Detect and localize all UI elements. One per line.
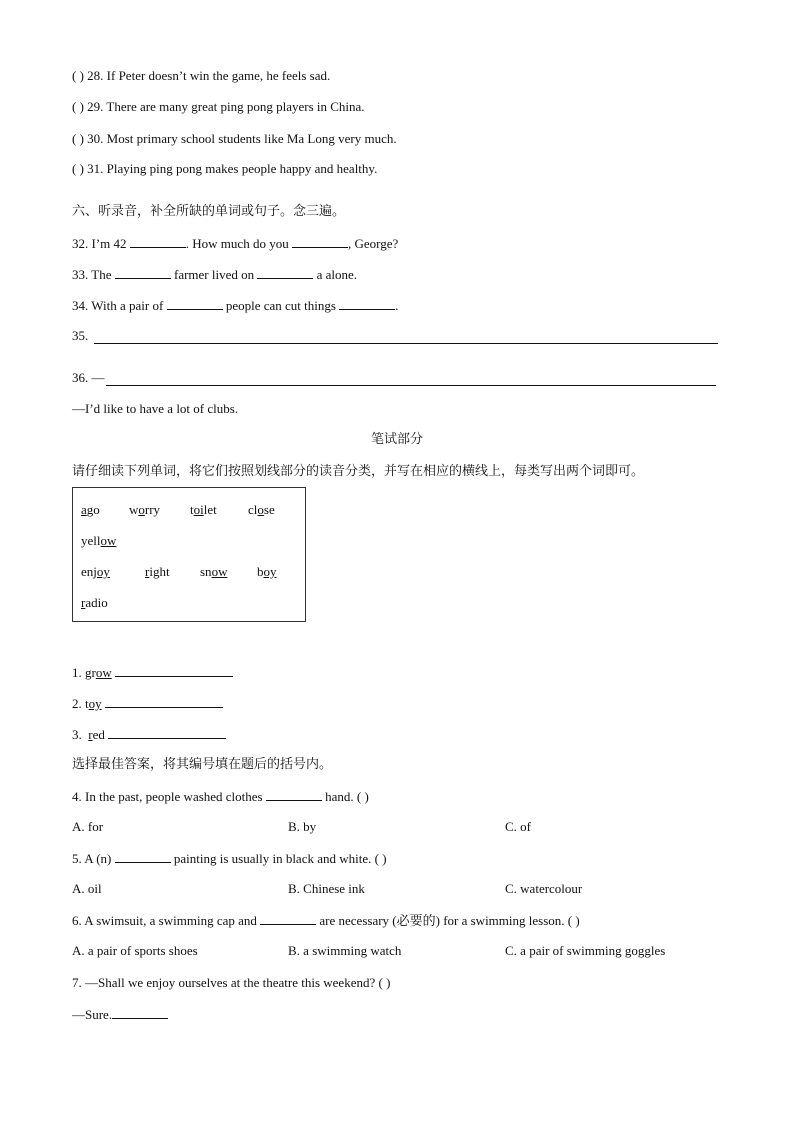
word: enjoy xyxy=(81,564,110,579)
option-b[interactable]: B. a swimming watch xyxy=(288,943,402,958)
option-c[interactable]: C. watercolour xyxy=(505,881,583,896)
answer-blank[interactable] xyxy=(260,912,316,925)
question-36-label: 36. — xyxy=(72,370,105,385)
tf-statement: 31. Playing ping pong makes people happy and healthy. xyxy=(87,161,378,176)
answer-paren[interactable]: ( ) xyxy=(72,99,84,114)
tf-statement: 30. Most primary school students like Ma Long very much. xyxy=(87,131,397,146)
answer-blank[interactable] xyxy=(115,664,233,677)
answer-line[interactable] xyxy=(106,385,716,386)
answer-blank[interactable] xyxy=(115,850,171,863)
section-heading: 六、听录音，补全所缺的单词或句子。念三遍。 xyxy=(72,204,346,219)
answer-line[interactable] xyxy=(94,343,718,344)
sort-item: 1. grow xyxy=(72,664,233,681)
word: worry xyxy=(129,502,161,517)
question-4: 4. In the past, people washed clothes hand. ( ) xyxy=(72,789,369,804)
written-instruction: 请仔细读下列单词，将它们按照划线部分的读音分类，并写在相应的横线上，每类写出两个词即可。 xyxy=(72,464,645,479)
question-6: 6. A swimsuit, a swimming cap and are necessary (必要的) for a swimming lesson. ( ) xyxy=(72,913,580,928)
answer-blank[interactable] xyxy=(292,235,348,248)
option-a[interactable]: A. for xyxy=(72,819,104,834)
q34-part-b: people can cut things xyxy=(225,298,336,313)
option-b[interactable]: B. by xyxy=(288,819,317,834)
answer-blank[interactable] xyxy=(167,297,223,310)
word: right xyxy=(145,564,170,579)
answer-paren[interactable]: ( ) xyxy=(72,68,84,83)
word: snow xyxy=(200,564,228,579)
q34-part-c: . xyxy=(395,298,399,313)
option-c[interactable]: C. of xyxy=(505,819,531,834)
q33-part-a: 33. The xyxy=(72,267,112,282)
question-33 xyxy=(72,266,357,283)
word: toilet xyxy=(190,502,217,517)
question-5: 5. A (n) painting is usually in black and white. ( ) xyxy=(72,851,387,866)
answer-blank[interactable] xyxy=(130,235,186,248)
word: ago xyxy=(81,502,100,517)
question-34 xyxy=(72,297,398,314)
question-32 xyxy=(72,235,398,252)
word: yellow xyxy=(81,533,117,548)
question-35-label: 35. xyxy=(72,328,89,343)
answer-paren[interactable]: ( ) xyxy=(72,131,84,146)
choice-instruction: 选择最佳答案，将其编号填在题后的括号内。 xyxy=(72,757,333,772)
answer-blank[interactable] xyxy=(112,1006,168,1019)
tf-item xyxy=(72,68,330,84)
option-a[interactable]: A. oil xyxy=(72,881,102,896)
answer-blank[interactable] xyxy=(339,297,395,310)
q34-part-a: 34. With a pair of xyxy=(72,298,164,313)
question-7: 7. —Shall we enjoy ourselves at the theatre this weekend? ( ) xyxy=(72,975,391,990)
tf-item xyxy=(72,161,377,177)
answer-blank[interactable] xyxy=(105,695,223,708)
word-box xyxy=(72,487,306,622)
q32-part-a: 32. I’m 42 xyxy=(72,236,127,251)
q32-part-c: , George? xyxy=(347,236,399,251)
tf-statement: 28. If Peter doesn’t win the game, he feels sad. xyxy=(87,68,331,83)
q33-part-c: a alone. xyxy=(316,267,358,282)
answer-blank[interactable] xyxy=(115,266,171,279)
tf-item xyxy=(72,99,365,115)
word: radio xyxy=(81,595,108,610)
question-36-reply: —I’d like to have a lot of clubs. xyxy=(72,401,239,416)
option-c[interactable]: C. a pair of swimming goggles xyxy=(505,943,666,958)
word: close xyxy=(248,502,275,517)
tf-item xyxy=(72,131,397,147)
q32-part-b: . How much do you xyxy=(185,236,289,251)
q33-part-b: farmer lived on xyxy=(173,267,255,282)
answer-blank[interactable] xyxy=(257,266,313,279)
answer-blank[interactable] xyxy=(266,788,322,801)
written-part-title: 笔试部分 xyxy=(370,432,423,447)
sort-item: 2. toy xyxy=(72,695,223,712)
answer-paren[interactable]: ( ) xyxy=(72,161,84,176)
answer-blank[interactable] xyxy=(108,726,226,739)
option-a[interactable]: A. a pair of sports shoes xyxy=(72,943,198,958)
tf-statement: 29. There are many great ping pong players in China. xyxy=(87,99,365,114)
option-b[interactable]: B. Chinese ink xyxy=(288,881,365,896)
word: boy xyxy=(257,564,277,579)
sort-item: 3. red xyxy=(72,726,226,743)
question-7-reply: —Sure. xyxy=(72,1006,168,1023)
